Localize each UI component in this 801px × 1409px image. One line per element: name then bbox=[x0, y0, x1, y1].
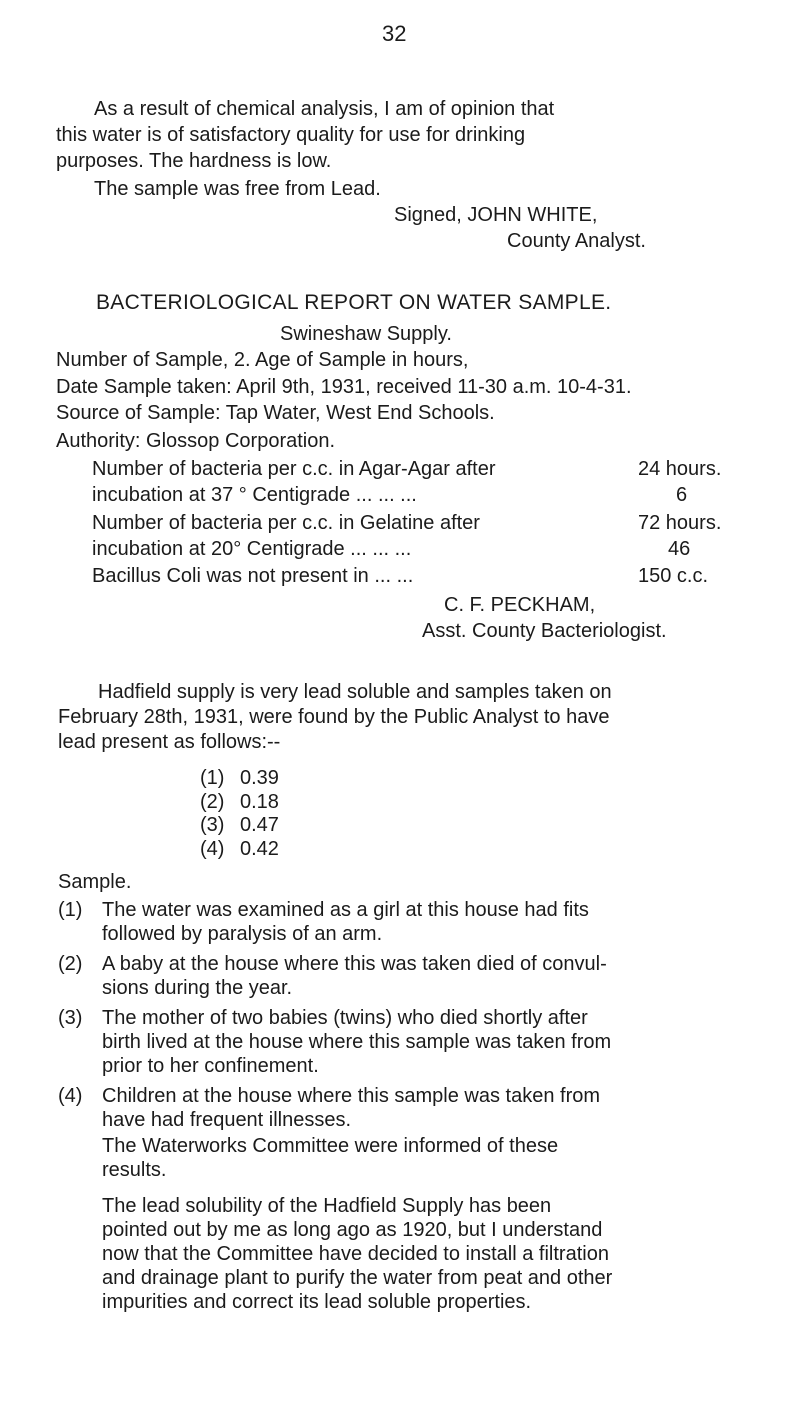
note-label: (4) bbox=[58, 1085, 83, 1107]
result-value: 0.18 bbox=[240, 791, 279, 813]
page-number: 32 bbox=[382, 21, 407, 46]
supply-name: Swineshaw Supply. bbox=[280, 323, 452, 345]
gelatine-hours: 72 hours. bbox=[638, 512, 722, 534]
bacteriologist-signature: C. F. PECKHAM, bbox=[444, 594, 596, 616]
note-line: followed by paralysis of an arm. bbox=[102, 923, 383, 945]
note-line: The water was examined as a girl at this house had fits bbox=[102, 899, 589, 921]
gelatine-line-2: incubation at 20° Centigrade ... ... ... bbox=[92, 538, 412, 560]
note-line: have had frequent illnesses. bbox=[102, 1109, 352, 1131]
result-label: (1) bbox=[200, 767, 225, 789]
intro-line-3: purposes. The hardness is low. bbox=[56, 150, 332, 172]
gelatine-line-1: Number of bacteria per c.c. in Gelatine after bbox=[92, 512, 480, 534]
result-value: 0.42 bbox=[240, 838, 279, 860]
hadfield-line-3: lead present as follows:-- bbox=[58, 731, 281, 753]
coli-line: Bacillus Coli was not present in ... ... bbox=[92, 565, 414, 587]
committee-line-2: results. bbox=[102, 1159, 167, 1181]
note-line: birth lived at the house where this sample was taken from bbox=[102, 1031, 612, 1053]
bacteriologist-title: Asst. County Bacteriologist. bbox=[422, 620, 667, 642]
hadfield-line-2: February 28th, 1931, were found by the Public Analyst to have bbox=[58, 706, 610, 728]
source-line: Source of Sample: Tap Water, West End Schools. bbox=[56, 402, 495, 424]
analyst-title: County Analyst. bbox=[507, 230, 646, 252]
date-line: Date Sample taken: April 9th, 1931, received 11-30 a.m. 10-4-31. bbox=[56, 376, 632, 398]
note-line: Children at the house where this sample was taken from bbox=[102, 1085, 601, 1107]
note-label: (3) bbox=[58, 1007, 83, 1029]
agar-value: 6 bbox=[676, 484, 688, 506]
sample-label: Sample. bbox=[58, 871, 132, 893]
intro-line-1: As a result of chemical analysis, I am of opinion that bbox=[94, 98, 555, 120]
result-value: 0.47 bbox=[240, 814, 279, 836]
committee-line-1: The Waterworks Committee were informed of these bbox=[102, 1135, 559, 1157]
coli-value: 150 c.c. bbox=[638, 565, 709, 587]
note-line: The mother of two babies (twins) who died shortly after bbox=[102, 1007, 588, 1029]
result-value: 0.39 bbox=[240, 767, 279, 789]
report-heading: BACTERIOLOGICAL REPORT ON WATER SAMPLE. bbox=[96, 291, 612, 314]
intro-line-2: this water is of satisfactory quality for use for drinking bbox=[56, 124, 526, 146]
note-line: A baby at the house where this was taken died of convul- bbox=[102, 953, 607, 975]
result-label: (4) bbox=[200, 838, 225, 860]
sample-number-line: Number of Sample, 2. Age of Sample in hours, bbox=[56, 349, 469, 371]
final-line-1: The lead solubility of the Hadfield Supply has been bbox=[102, 1195, 552, 1217]
final-line-5: impurities and correct its lead soluble properties. bbox=[102, 1291, 532, 1313]
final-line-2: pointed out by me as long ago as 1920, but I understand bbox=[102, 1219, 603, 1241]
authority-line: Authority: Glossop Corporation. bbox=[56, 430, 336, 452]
agar-line-2: incubation at 37 ° Centigrade ... ... ... bbox=[92, 484, 417, 506]
note-label: (1) bbox=[58, 899, 83, 921]
agar-line-1: Number of bacteria per c.c. in Agar-Agar after bbox=[92, 458, 496, 480]
final-line-4: and drainage plant to purify the water from peat and other bbox=[102, 1267, 613, 1289]
gelatine-value: 46 bbox=[668, 538, 691, 560]
hadfield-line-1: Hadfield supply is very lead soluble and samples taken on bbox=[98, 681, 612, 703]
note-line: prior to her confinement. bbox=[102, 1055, 319, 1077]
result-label: (2) bbox=[200, 791, 225, 813]
note-label: (2) bbox=[58, 953, 83, 975]
analyst-signature: Signed, JOHN WHITE, bbox=[394, 204, 598, 226]
note-line: sions during the year. bbox=[102, 977, 293, 999]
result-label: (3) bbox=[200, 814, 225, 836]
intro-line-4: The sample was free from Lead. bbox=[94, 178, 381, 200]
final-line-3: now that the Committee have decided to install a filtration bbox=[102, 1243, 609, 1265]
agar-hours: 24 hours. bbox=[638, 458, 722, 480]
